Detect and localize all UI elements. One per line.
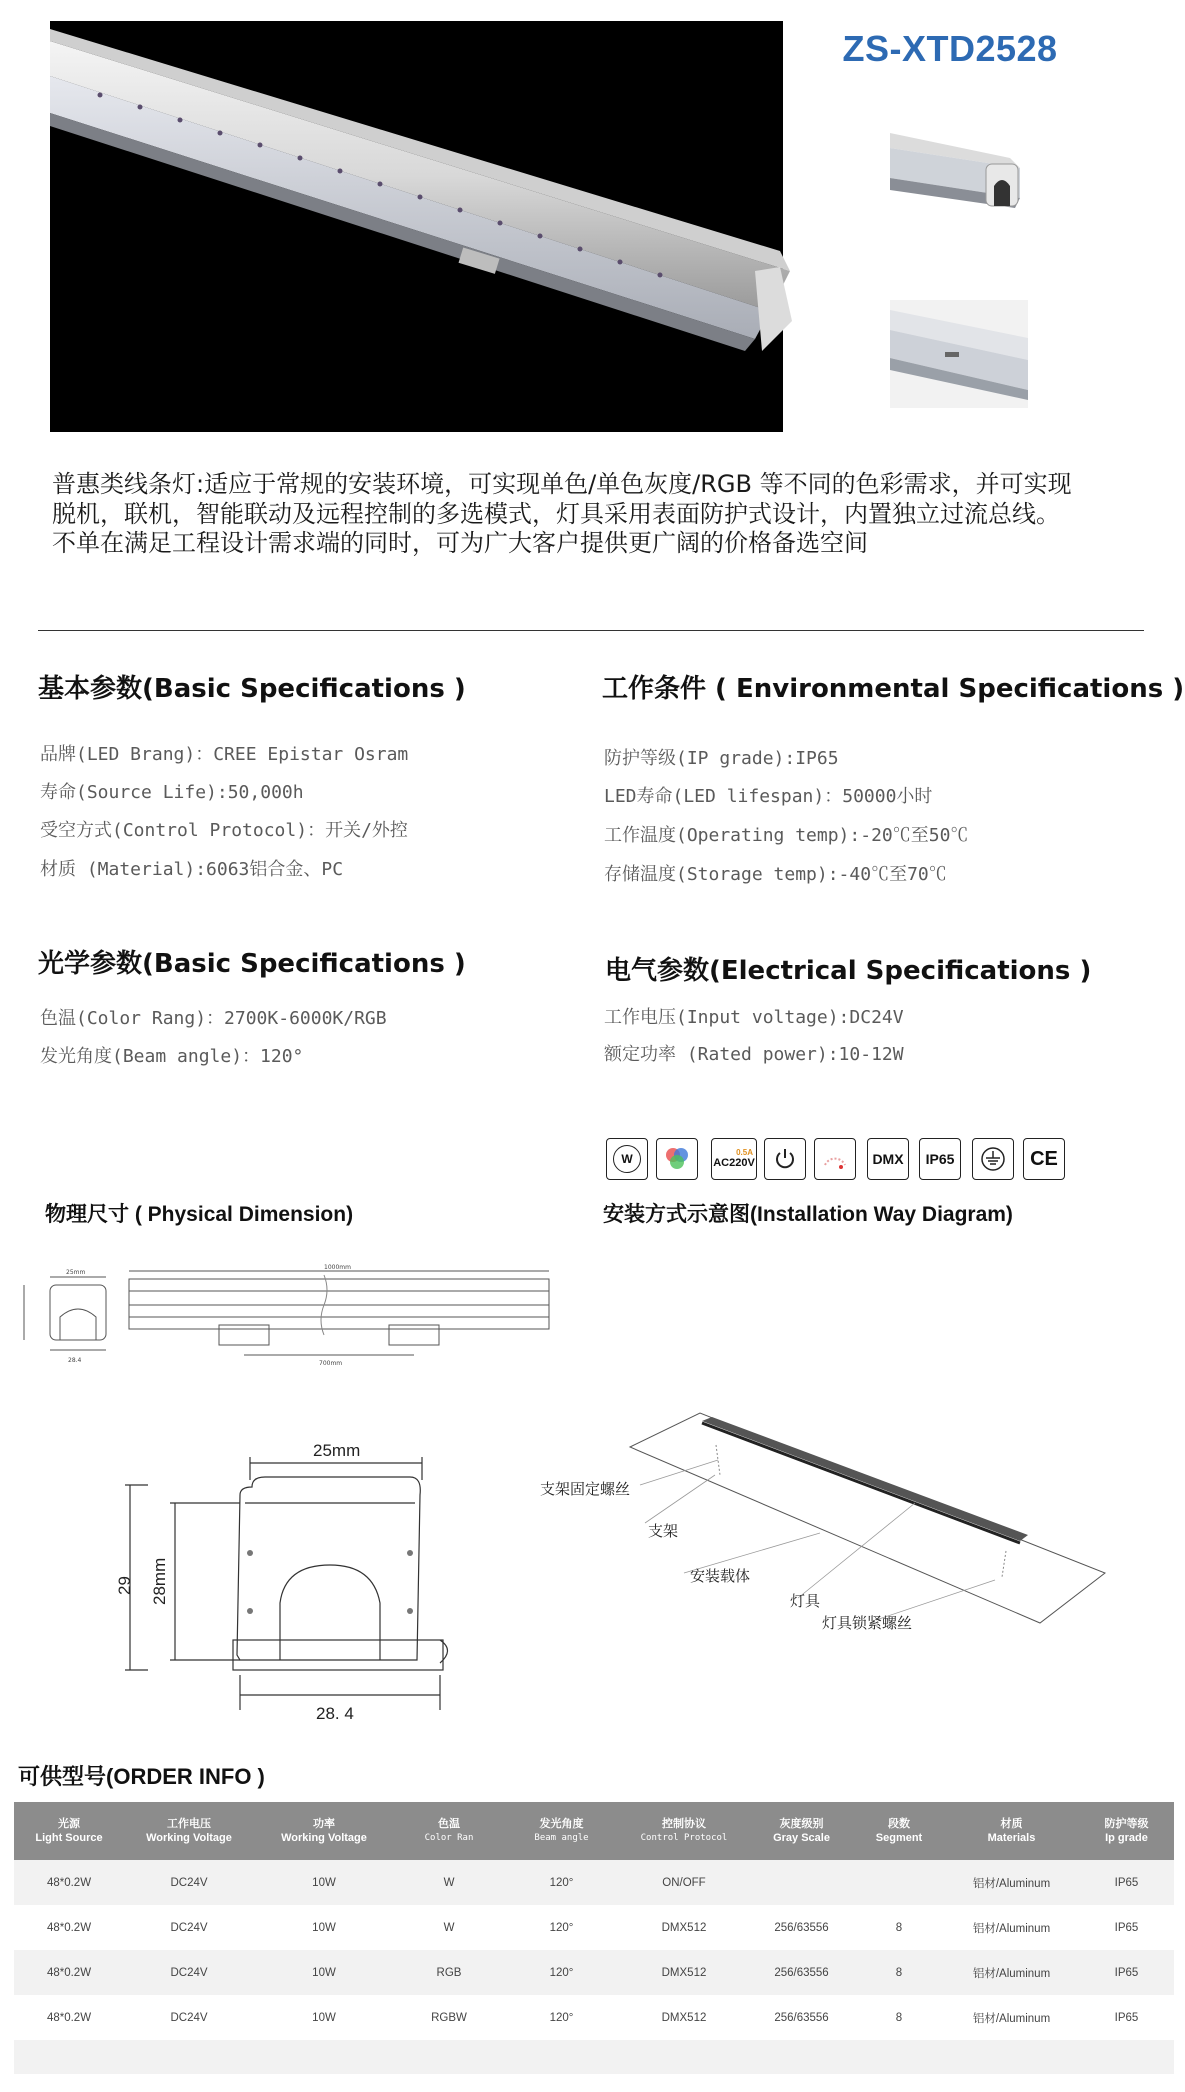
electrical-specs-title: 电气参数(Electrical Specifications )	[605, 956, 1092, 986]
cross-section-drawing	[115, 1435, 460, 1730]
spec-material: 材质 (Material):6063铝合金、PC	[40, 859, 344, 880]
height-inner-label: 28mm	[150, 1557, 169, 1605]
spec-life: 寿命(Source Life):50,000h	[40, 782, 304, 803]
width-label: 25mm	[313, 1441, 361, 1460]
spec-voltage: 工作电压(Input voltage):DC24V	[604, 1007, 904, 1028]
clip-spacing-label: 700mm	[319, 1360, 343, 1367]
basic-specs-title: 基本参数(Basic Specifications )	[38, 674, 466, 704]
ac-small-label: 0.5A	[736, 1148, 753, 1157]
header-segment: 段数 Segment	[854, 1802, 944, 1860]
ip65-label: IP65	[925, 1151, 955, 1167]
lock-screw-label: 灯具锁紧螺丝	[822, 1614, 913, 1632]
height-outer-label: 29	[115, 1576, 134, 1595]
carrier-label: 安装载体	[690, 1567, 751, 1585]
product-photo	[50, 21, 783, 432]
dmx-label: DMX	[872, 1151, 904, 1167]
ac220v-icon	[711, 1138, 757, 1180]
small-width-label: 25mm	[66, 1269, 86, 1276]
ce-icon	[1023, 1138, 1065, 1180]
lamp-label: 灯具	[790, 1592, 821, 1610]
rgb-color-icon	[656, 1138, 698, 1180]
small-dimension-drawing	[14, 1265, 544, 1380]
length-label: 1000mm	[324, 1264, 351, 1271]
w-icon	[606, 1138, 648, 1180]
spec-ip: 防护等级(IP grade):IP65	[604, 748, 839, 769]
table-row-blank	[14, 2040, 1174, 2074]
header-gray-scale: 灰度级别 Gray Scale	[749, 1802, 854, 1860]
spec-beam-angle: 发光角度(Beam angle)：120°	[40, 1046, 304, 1067]
physical-dimension-title: 物理尺寸 ( Physical Dimension)	[45, 1203, 354, 1226]
header-beam-angle: 发光角度 Beam angle	[504, 1802, 619, 1860]
detail-photo-top	[890, 300, 1028, 408]
header-working-voltage: 工作电压 Working Voltage	[124, 1802, 254, 1860]
table-header-row	[14, 1802, 1174, 1860]
table-row: 48*0.2W DC24V 10W W 120° DMX512 256/63556 8 铝材/Aluminum IP65	[14, 1905, 1174, 1950]
optical-specs-title: 光学参数(Basic Specifications )	[38, 949, 466, 979]
ac220v-label: AC220V	[713, 1157, 755, 1169]
table-row: 48*0.2W DC24V 10W W 120° ON/OFF 铝材/Aluminum IP65	[14, 1860, 1174, 1905]
intro-text: 普惠类线条灯:适应于常规的安装环境，可实现单色/单色灰度/RGB 等不同的色彩需求，并可实现脱机，联机，智能联动及远程控制的多选模式，灯具采用表面防护式设计，内置独立过流总线。不单在满足工程设计需求端的同时，可为广大客户提供更广阔的价格备选空间	[52, 470, 1072, 557]
header-ip-grade: 防护等级 Ip grade	[1079, 1802, 1174, 1860]
order-table	[14, 1802, 1174, 2074]
ip65-icon	[919, 1138, 961, 1180]
header-materials: 材质 Materials	[944, 1802, 1079, 1860]
spec-control: 受空方式(Control Protocol)：开关/外控	[40, 820, 408, 841]
detail-photo-end	[890, 128, 1025, 228]
dimmer-icon	[814, 1138, 856, 1180]
model-number: ZS-XTD2528	[842, 28, 1058, 69]
spec-brand: 品牌(LED Brang)：CREE Epistar Osram	[40, 744, 409, 765]
spec-power: 额定功率 (Rated power):10-12W	[604, 1044, 904, 1065]
installation-diagram-title: 安装方式示意图(Installation Way Diagram)	[603, 1203, 1013, 1226]
header-power: 功率 Working Voltage	[254, 1802, 394, 1860]
ground-icon	[972, 1138, 1014, 1180]
spec-led-life: LED寿命(LED lifespan)：50000小时	[604, 786, 933, 807]
divider	[38, 630, 1144, 631]
spec-storage-temp: 存储温度(Storage temp):-40℃至70℃	[604, 864, 947, 885]
bracket-label: 支架	[648, 1522, 679, 1540]
installation-diagram	[620, 1405, 1110, 1640]
order-info-title: 可供型号(ORDER INFO )	[18, 1764, 265, 1789]
env-specs-title: 工作条件 ( Environmental Specifications )	[602, 674, 1185, 704]
dmx-icon	[867, 1138, 909, 1180]
bracket-screw-label: 支架固定螺丝	[540, 1480, 631, 1498]
spec-color-temp: 色温(Color Rang)：2700K-6000K/RGB	[40, 1008, 387, 1029]
spec-op-temp: 工作温度(Operating temp):-20℃至50℃	[604, 825, 969, 846]
header-light-source: 光源 Light Source	[14, 1802, 124, 1860]
header-control-protocol: 控制协议 Control Protocol	[619, 1802, 749, 1860]
table-row: 48*0.2W DC24V 10W RGBW 120° DMX512 256/63556 8 铝材/Aluminum IP65	[14, 1995, 1174, 2040]
small-bottom-label: 28.4	[68, 1357, 82, 1364]
table-row: 48*0.2W DC24V 10W RGB 120° DMX512 256/63556 8 铝材/Aluminum IP65	[14, 1950, 1174, 1995]
ce-label: CE	[1030, 1147, 1058, 1170]
header-color: 色温 Color Ran	[394, 1802, 504, 1860]
power-icon	[764, 1138, 806, 1180]
w-icon-label: W	[613, 1145, 641, 1173]
bottom-label: 28. 4	[316, 1704, 354, 1723]
